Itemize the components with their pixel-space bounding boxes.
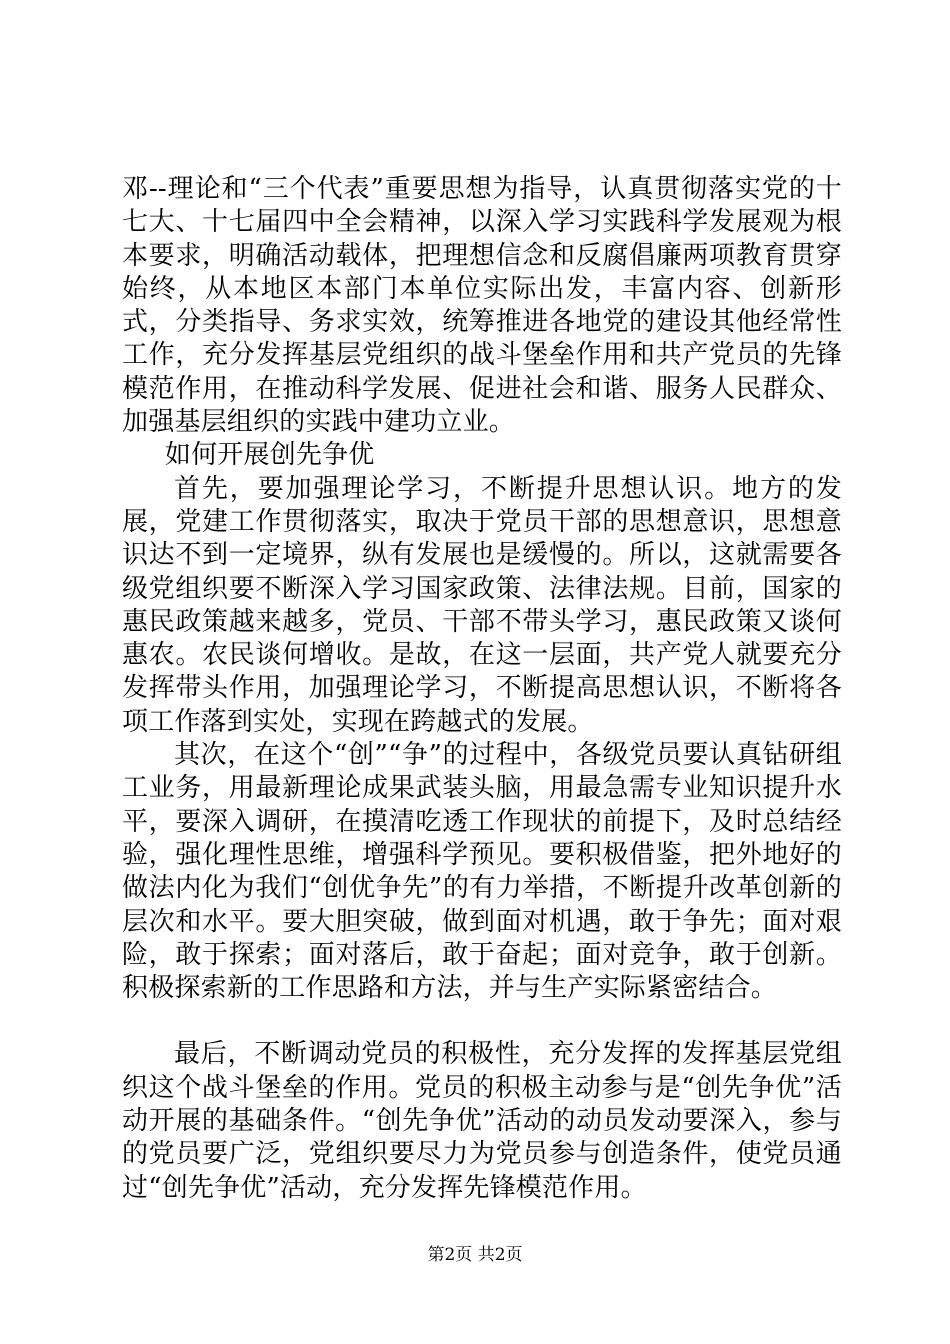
paragraph-first: 首先，要加强理论学习，不断提升思想认识。地方的发展，党建工作贯彻落实，取决于党员干部的思想意识，思想意识达不到一定境界，纵有发展也是缓慢的。所以，这就需要各级党组织要不断深入学习国家政策、法律法规。目前，国家的惠民政策越来越多，党员、干部不带头学习，惠民政策又谈何惠农。农民谈何增收。是故，在这一层面，共产党人就要充分发挥带头作用，加强理论学习，不断提高思想认识，不断将各项工作落到实处，实现在跨越式的发展。 [122, 473, 842, 737]
paragraph-intro-continuation: 邓--理论和“三个代表”重要思想为指导，认真贯彻落实党的十七大、十七届四中全会精神，以深入学习实践科学发展观为根本要求，明确活动载体，把理想信念和反腐倡廉两项教育贯穿始终，从本地区本部门本单位实际出发，丰富内容、创新形式，分类指导、务求实效，统筹推进各地党的建设其他经常性工作，充分发挥基层党组织的战斗堡垒作用和共产党员的先锋模范作用，在推动科学发展、促进社会和谐、服务人民群众、加强基层组织的实践中建功立业。 [122, 174, 842, 438]
paragraph-last: 最后，不断调动党员的积极性，充分发挥的发挥基层党组织这个战斗堡垒的作用。党员的积极主动参与是“创先争优”活动开展的基础条件。“创先争优”活动的动员发动要深入，参与的党员要广泛，党组织要尽力为党员参与创造条件，使党员通过“创先争优”活动，充分发挥先锋模范作用。 [122, 1039, 842, 1203]
document-body [122, 173, 842, 1205]
section-heading: 如何开展创先争优 [164, 440, 375, 471]
page-number-footer: 第2页 共2页 [427, 1245, 523, 1265]
paragraph-second: 其次，在这个“创”“争”的过程中，各级党员要认真钻研组工业务，用最新理论成果武装头脑，用最急需专业知识提升水平，要深入调研，在摸清吃透工作现状的前提下，及时总结经验，强化理性思维，增强科学预见。要积极借鉴，把外地好的做法内化为我们“创优争先”的有力举措，不断提升改革创新的层次和水平。要大胆突破，做到面对机遇，敢于争先；面对艰险，敢于探索；面对落后，敢于奋起；面对竞争，敢于创新。积极探索新的工作思路和方法，并与生产实际紧密结合。 [122, 740, 842, 1004]
